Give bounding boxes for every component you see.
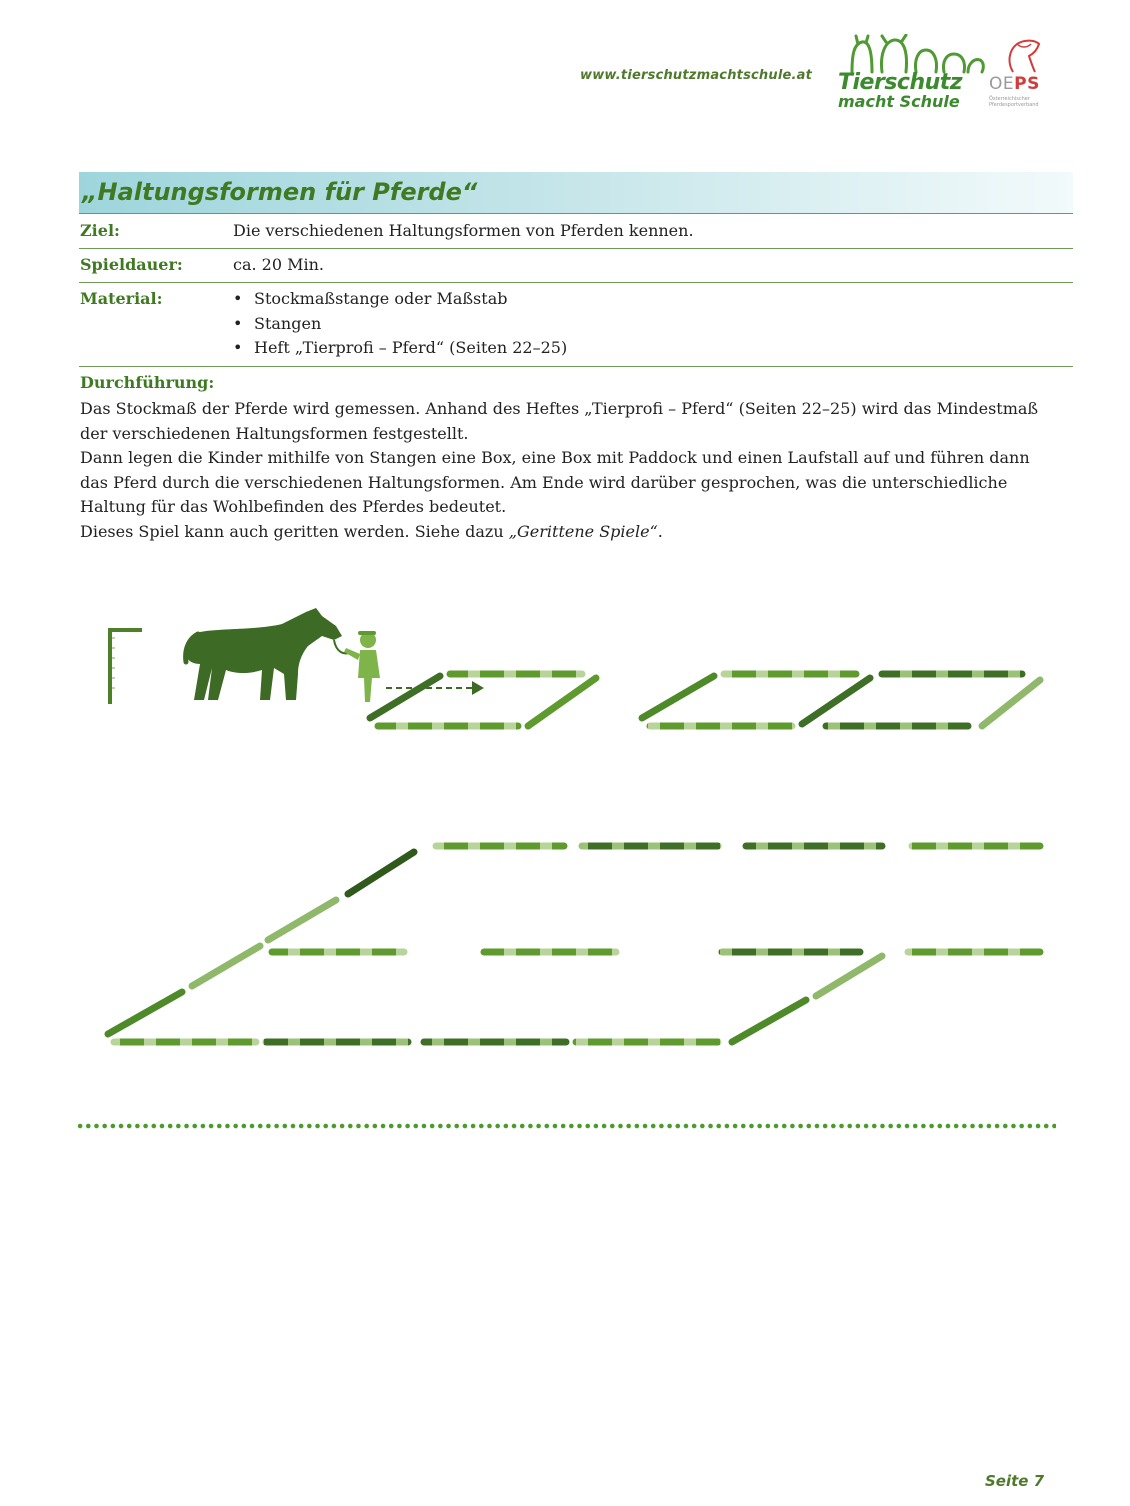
procedure-paragraph: Das Stockmaß der Pferde wird gemessen. Anhand des Heftes „Tierprofi – Pferd“ (Seiten 22–25) wird das Mindestmaß der verschiedenen Haltungsformen festgestellt. — [80, 399, 1039, 443]
enclosure-illustration — [0, 590, 1130, 1060]
horse-icon — [186, 608, 342, 700]
title-band — [79, 172, 1073, 213]
horse-head-icon — [987, 36, 1047, 74]
tierschutz-logo — [836, 34, 986, 114]
partner-line-2: Pferdesportverband — [989, 102, 1039, 108]
oeps-logo — [987, 36, 1057, 112]
measuring-stick-icon — [108, 628, 142, 704]
child-icon — [344, 631, 380, 702]
material-label: Material: — [80, 289, 163, 308]
material-list — [233, 287, 567, 361]
page-number: Seite 7 — [985, 1472, 1045, 1490]
website-url[interactable]: www.tierschutzmachtschule.at — [580, 68, 813, 83]
procedure-paragraph: Dann legen die Kinder mithilfe von Stangen eine Box, eine Box mit Paddock und einen Laufstall auf und führen dann das Pferd durch die verschiedenen Haltungsformen. Am Ende wird darüber gesprochen, was die unterschiedliche Haltung für das Wohlbefinden des Pferdes bedeutet. — [80, 448, 1030, 517]
partner-line-1: Österreichischer — [989, 96, 1030, 102]
list-item: • Stockmaßstange oder Maßstab — [233, 287, 567, 312]
list-item: • Stangen — [233, 312, 567, 337]
reference-link: „Gerittene Spiele“ — [508, 521, 658, 541]
divider — [79, 282, 1073, 283]
duration-label: Spieldauer: — [80, 255, 183, 274]
logo-subtitle: macht Schule — [838, 92, 960, 111]
arrow-icon — [386, 681, 484, 695]
procedure-heading: Durchführung: — [80, 373, 215, 392]
goal-label: Ziel: — [80, 221, 120, 240]
divider — [79, 213, 1073, 214]
list-item: • Heft „Tierprofi – Pferd“ (Seiten 22–25) — [233, 336, 567, 361]
goal-value: Die verschiedenen Haltungsformen von Pferden kennen. — [233, 221, 694, 240]
divider — [79, 248, 1073, 249]
procedure-text — [80, 397, 1040, 545]
animal-outlines-icon — [848, 34, 988, 74]
duration-value: ca. 20 Min. — [233, 255, 325, 274]
procedure-paragraph: Dieses Spiel kann auch geritten werden. Siehe dazu „Gerittene Spiele“. — [80, 521, 663, 541]
divider — [79, 366, 1073, 367]
logo-title: Tierschutz — [838, 70, 963, 95]
page-title: „Haltungsformen für Pferde“ — [82, 178, 478, 206]
oeps-wordmark: OEPS — [989, 74, 1040, 94]
dotted-divider — [76, 1122, 1056, 1130]
